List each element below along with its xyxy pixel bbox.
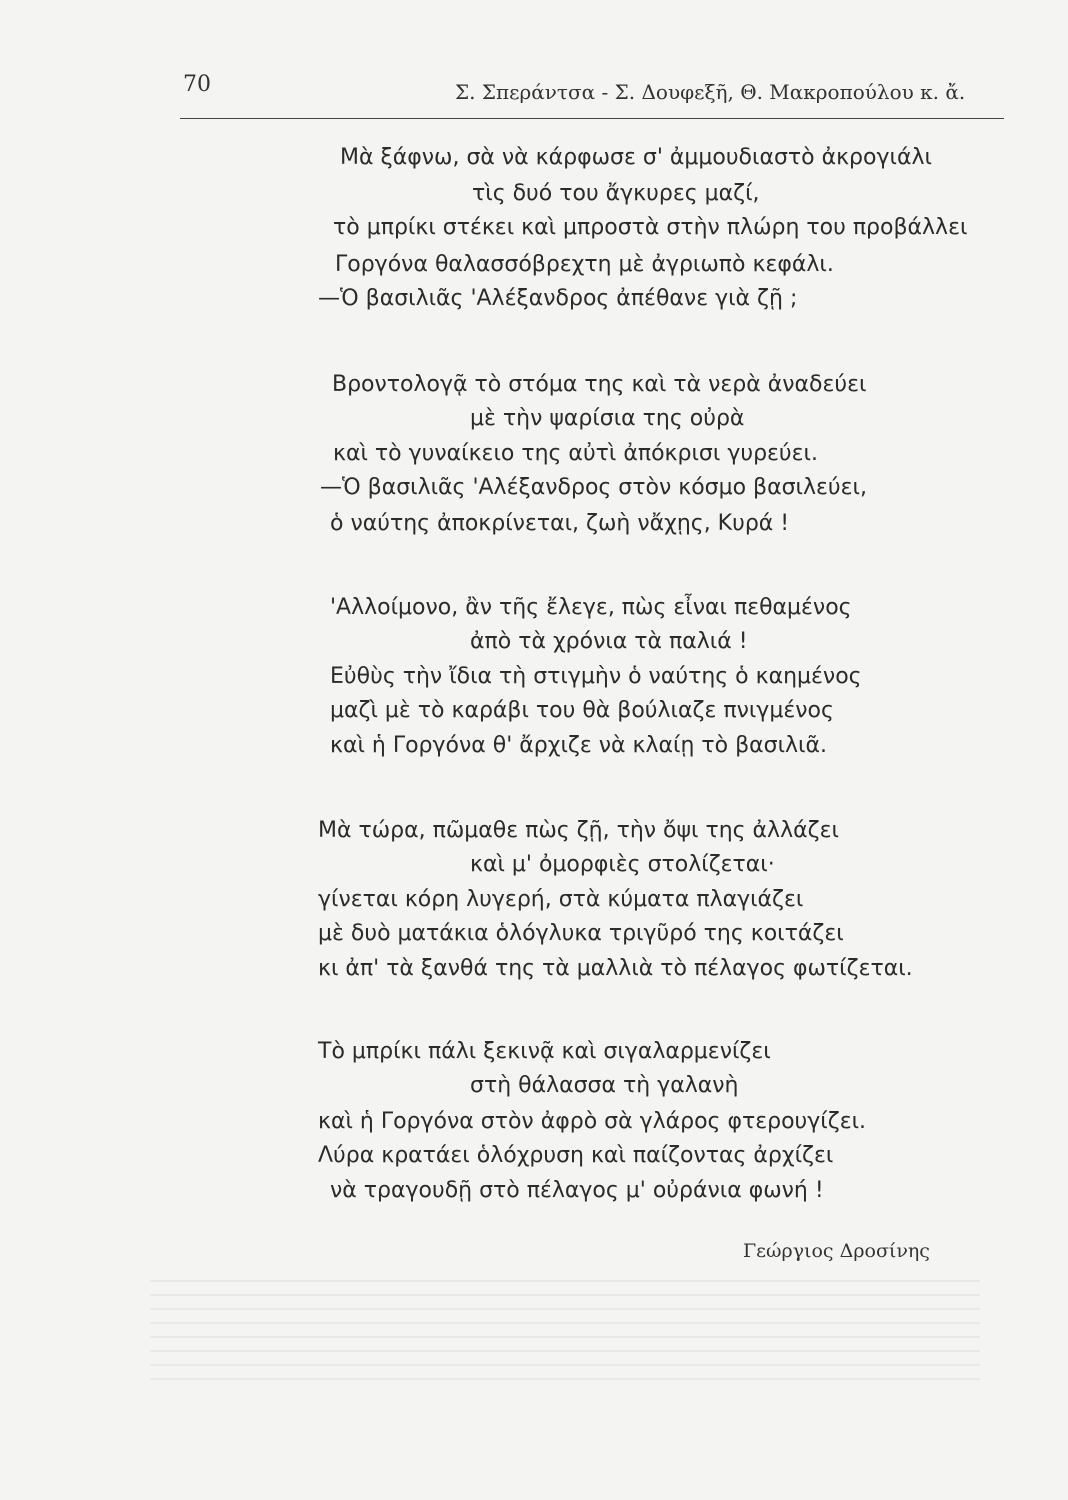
poem-line: τὸ μπρίκι στέκει καὶ μπροστὰ στὴν πλώρη του προβάλλει (333, 215, 968, 240)
poem-line: —Ὁ βασιλιᾶς 'Αλέξανδρος ἀπέθανε γιὰ ζῇ ; (318, 286, 798, 311)
poem-line: μαζὶ μὲ τὸ καράβι του θὰ βούλιαζε πνιγμένος (330, 698, 834, 723)
poem-line: στὴ θάλασσα τὴ γαλανὴ (470, 1073, 739, 1098)
poem-line: Μὰ ξάφνω, σὰ νὰ κάρφωσε σ' ἀμμουδιαστὸ ἀκρογιάλι (340, 145, 932, 170)
poem-line: μὲ δυὸ ματάκια ὁλόγλυκα τριγῦρό της κοιτάζει (318, 921, 844, 946)
poem-line: γίνεται κόρη λυγερή, στὰ κύματα πλαγιάζει (318, 887, 804, 912)
poem-line: κι ἀπ' τὰ ξανθά της τὰ μαλλιὰ τὸ πέλαγος φωτίζεται. (318, 956, 913, 981)
poem-line: Εὐθὺς τὴν ἴδια τὴ στιγμὴν ὁ ναύτης ὁ καημένος (330, 664, 862, 689)
poem-line: καὶ ἡ Γοργόνα στὸν ἀφρὸ σὰ γλάρος φτερουγίζει. (318, 1109, 867, 1134)
poem-line: Λύρα κρατάει ὁλόχρυση καὶ παίζοντας ἀρχίζει (318, 1143, 834, 1168)
poem-line: —Ὁ βασιλιᾶς 'Αλέξανδρος στὸν κόσμο βασιλεύει, (320, 475, 867, 500)
running-header: Σ. Σπεράντσα - Σ. Δουφεξῆ, Θ. Μακροπούλου κ. ἄ. (455, 80, 966, 104)
poem-line: ὁ ναύτης ἀποκρίνεται, ζωὴ νἄχῃς, Κυρά ! (330, 511, 790, 536)
poem-line: τὶς δυό του ἄγκυρες μαζί, (472, 181, 760, 206)
poem-line: 'Αλλοίμονο, ἂν τῆς ἔλεγε, πὼς εἶναι πεθαμένος (330, 595, 852, 620)
poem-line: νὰ τραγουδῇ στὸ πέλαγος μ' οὐράνια φωνή ! (330, 1178, 824, 1203)
poem-line: καὶ ἡ Γοργόνα θ' ἄρχιζε νὰ κλαίῃ τὸ βασιλιᾶ. (330, 733, 827, 758)
poem-line: καὶ μ' ὀμορφιὲς στολίζεται· (470, 852, 775, 877)
poem-line: Τὸ μπρίκι πάλι ξεκινᾷ καὶ σιγαλαρμενίζει (318, 1039, 771, 1064)
poem-line: Γοργόνα θαλασσόβρεχτη μὲ ἀγριωπὸ κεφάλι. (335, 252, 834, 277)
poem-line: μὲ τὴν ψαρίσια της οὐρὰ (470, 406, 745, 431)
page-number: 70 (183, 72, 211, 97)
author-signature: Γεώργιος Δροσίνης (743, 1240, 930, 1262)
poem-line: ἀπὸ τὰ χρόνια τὰ παλιά ! (470, 629, 748, 654)
poem-line: Βροντολογᾷ τὸ στόμα της καὶ τὰ νερὰ ἀναδεύει (332, 372, 867, 397)
poem-line: καὶ τὸ γυναίκειο της αὐτὶ ἀπόκρισι γυρεύει. (333, 441, 818, 466)
poem-line: Μὰ τώρα, πῶμαθε πὼς ζῇ, τὴν ὄψι της ἀλλάζει (318, 818, 839, 843)
